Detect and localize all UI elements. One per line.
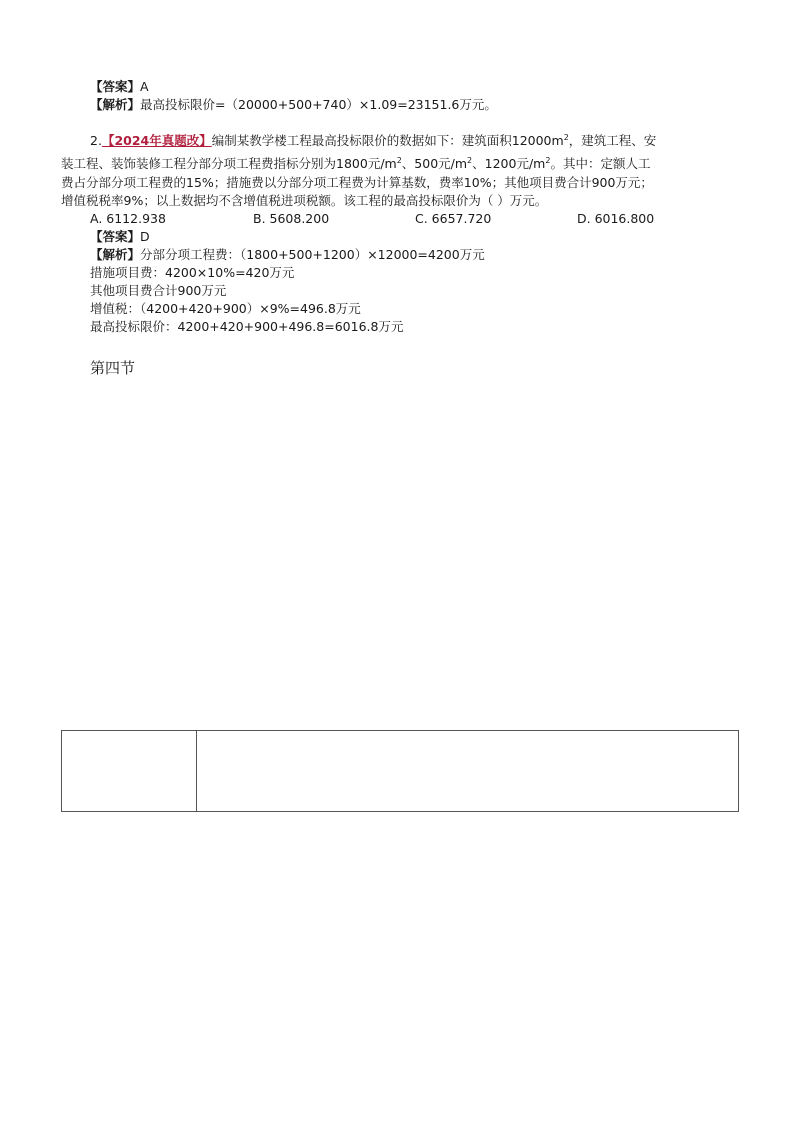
answer-label: 【答案】 bbox=[90, 229, 141, 244]
q2-stem-line-2 bbox=[61, 156, 650, 172]
q2-stem-line-1 bbox=[90, 133, 656, 149]
table-column-divider bbox=[196, 731, 197, 811]
q2-stem-line-4 bbox=[61, 193, 547, 209]
stem-text: 。其中：定额人工 bbox=[550, 156, 651, 171]
option-d: D. 6016.800 bbox=[577, 211, 655, 226]
q2-analysis-line-1 bbox=[90, 247, 485, 263]
stem-text: ，建筑工程、安 bbox=[568, 133, 657, 148]
superscript: 2 bbox=[545, 156, 551, 165]
superscript: 2 bbox=[396, 156, 402, 165]
option-a: A. 6112.938 bbox=[90, 211, 166, 226]
analysis-text: 最高投标限价=（20000+500+740）×1.09=23151.6万元。 bbox=[140, 97, 497, 112]
q2-answer bbox=[90, 229, 150, 245]
question-number: 2. bbox=[90, 133, 102, 148]
stem-text: 编制某教学楼工程最高投标限价的数据如下：建筑面积12000m bbox=[211, 133, 564, 148]
analysis-label: 【解析】 bbox=[90, 97, 141, 112]
q2-analysis-line-4: 增值税：（4200+420+900）×9%=496.8万元 bbox=[90, 301, 361, 316]
stem-text: 、500元/m bbox=[401, 156, 468, 171]
q2-stem-line-3 bbox=[61, 175, 653, 191]
option-b: B. 5608.200 bbox=[253, 211, 330, 226]
superscript: 2 bbox=[563, 133, 569, 142]
answer-value: D bbox=[140, 229, 150, 244]
empty-table bbox=[61, 730, 739, 812]
q1-analysis bbox=[90, 97, 497, 113]
option-c: C. 6657.720 bbox=[415, 211, 492, 226]
stem-text: 、1200元/m bbox=[472, 156, 546, 171]
answer-value: A bbox=[140, 79, 149, 94]
analysis-label: 【解析】 bbox=[90, 247, 141, 262]
stem-text: 增值税税率9%；以上数据均不含增值税进项税额。该工程的最高投标限价为（ ）万元。 bbox=[61, 193, 548, 208]
q2-analysis-line-2: 措施项目费：4200×10%=420万元 bbox=[90, 265, 295, 280]
q2-analysis-line-5: 最高投标限价：4200+420+900+496.8=6016.8万元 bbox=[90, 319, 404, 334]
stem-text: 费占分部分项工程费的15%；措施费以分部分项工程费为计算基数，费率10%；其他项目费合计900万元； bbox=[61, 175, 653, 190]
answer-label: 【答案】 bbox=[90, 79, 141, 94]
section-heading: 第四节 bbox=[90, 359, 136, 377]
q1-answer bbox=[90, 79, 149, 95]
superscript: 2 bbox=[467, 156, 473, 165]
question-source-tag: 【2024年真题改】 bbox=[101, 133, 212, 148]
q2-analysis-line-3: 其他项目费合计900万元 bbox=[90, 283, 227, 298]
stem-text: 装工程、装饰装修工程分部分项工程费指标分别为1800元/m bbox=[61, 156, 397, 171]
analysis-text: 分部分项工程费：（1800+500+1200）×12000=4200万元 bbox=[140, 247, 485, 262]
